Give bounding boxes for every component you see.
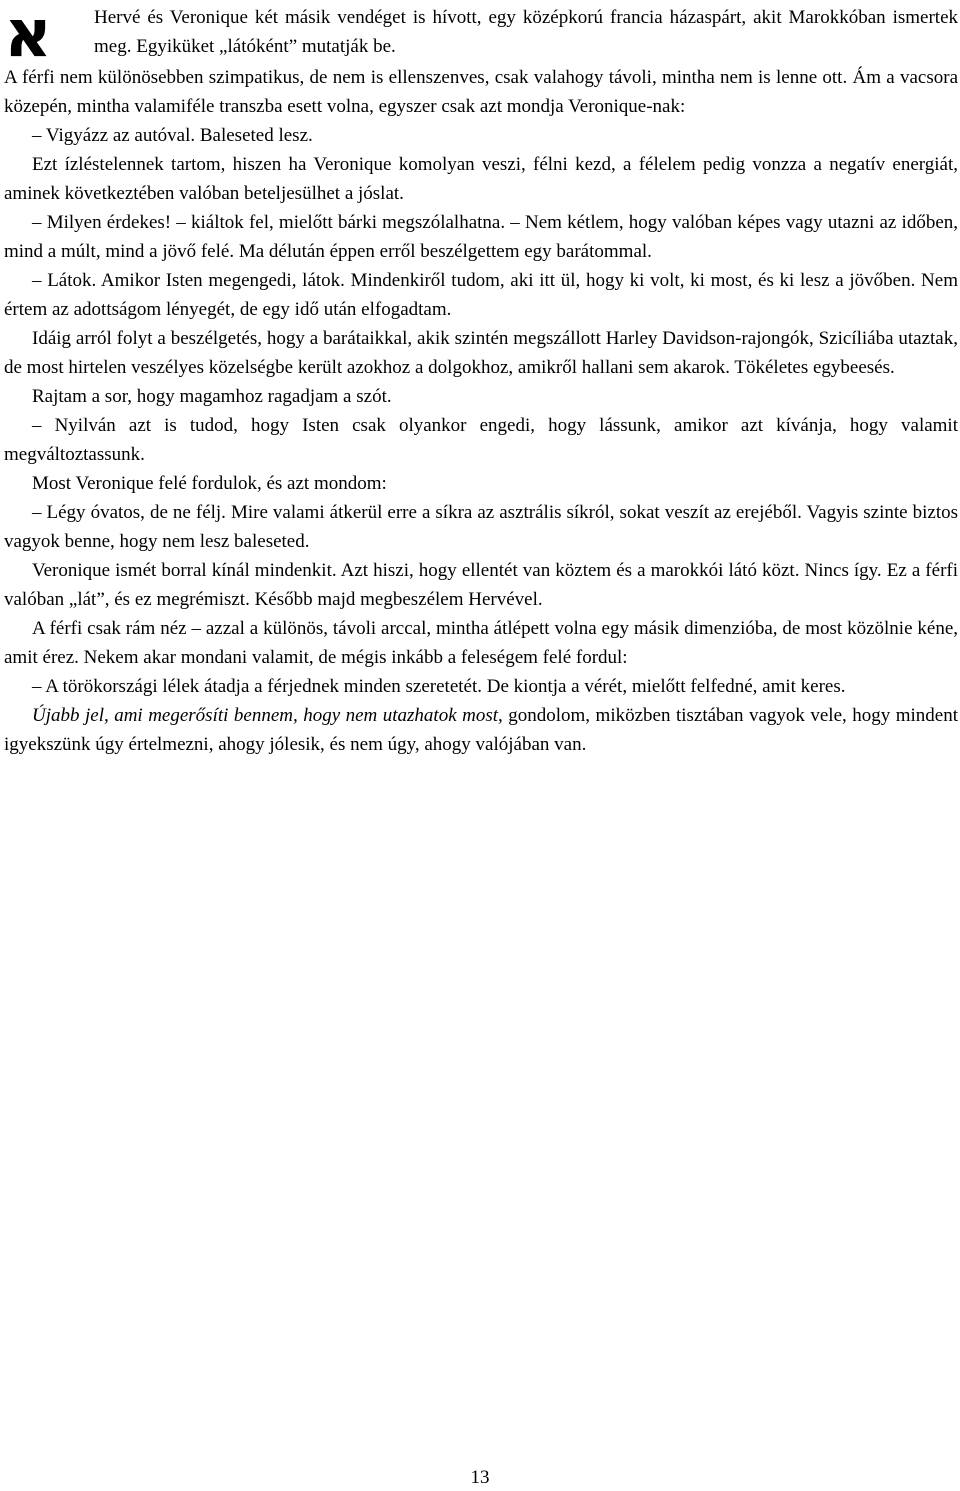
paragraph-1-text: Hervé és Veronique két másik vendéget is hívott, egy középkorú francia házaspárt, akit Marokkóban ismertek meg. Egyiküket „látóként” mutatják be. — [94, 7, 958, 57]
document-page — [4, 0, 958, 759]
paragraph-11: – Légy óvatos, de ne félj. Mire valami átkerül erre a síkra az asztrális síkról, sokat veszít az erejéből. Vagyis szinte biztos vagyok benne, hogy nem lesz baleseted. — [4, 502, 958, 552]
paragraph-7: Idáig arról folyt a beszélgetés, hogy a barátaikkal, akik szintén megszállott Harley Davidson-rajongók, Szicíliába utaztak, de most hirtelen veszélyes közelségbe került azokhoz a dolgokhoz, amikről hallani sem akarok. Tökéletes egybeesés. — [4, 328, 958, 378]
paragraph-5: – Milyen érdekes! – kiáltok fel, mielőtt bárki megszólalhatna. – Nem kétlem, hogy valóban képes vagy utazni az időben, mind a múlt, mind a jövő felé. Ma délután éppen erről beszélgettem egy barátommal. — [4, 212, 958, 262]
page-number: 13 — [470, 1467, 490, 1488]
paragraph-3: – Vigyázz az autóval. Baleseted lesz. — [32, 125, 313, 146]
paragraph-8: Rajtam a sor, hogy magamhoz ragadjam a szót. — [32, 386, 392, 407]
paragraph-2: A férfi nem különösebben szimpatikus, de nem is ellenszenves, csak valahogy távoli, mintha nem is lenne ott. Ám a vacsora közepén, mintha valamiféle transzba esett volna, egyszer csak azt mondja Veronique-nak: — [4, 67, 958, 117]
paragraph-15 — [4, 701, 958, 759]
paragraph-13: A férfi csak rám néz – azzal a különös, távoli arccal, mintha átlépett volna egy másik dimenzióba, de most közölnie kéne, amit érez. Nekem akar mondani valamit, de mégis inkább a feleségem felé fordul: — [4, 618, 958, 668]
paragraph-10: Most Veronique felé fordulok, és azt mondom: — [32, 473, 387, 494]
hebrew-aleph-initial: א — [4, 0, 53, 72]
paragraph-12: Veronique ismét borral kínál mindenkit. Azt hiszi, hogy ellentét van köztem és a marokkói látó közt. Nincs így. Ez a férfi valóban „lát”, és ez megrémiszt. Később majd megbeszélem Hervével. — [4, 560, 958, 610]
italic-thought: Újabb jel, ami megerősíti bennem, hogy nem utazhatok most, — [32, 705, 503, 726]
paragraph-9: – Nyilván azt is tudod, hogy Isten csak olyankor engedi, hogy lássunk, amikor azt kívánja, hogy valamit megváltoztassunk. — [4, 415, 958, 465]
paragraph-1 — [4, 0, 958, 72]
paragraph-15-text: gondolom, miközben tisztában vagyok vele, hogy mindent igyekszünk úgy értelmezni, ahogy jólesik, és nem úgy, ahogy valójában van. — [4, 705, 959, 755]
paragraph-6: – Látok. Amikor Isten megengedi, látok. Mindenkiről tudom, aki itt ül, hogy ki volt, ki most, és ki lesz a jövőben. Nem értem az adottságom lényegét, de egy idő után elfogadtam. — [4, 270, 958, 320]
paragraph-14: – A törökországi lélek átadja a férjednek minden szeretetét. De kiontja a vérét, mielőtt felfedné, amit keres. — [32, 676, 846, 697]
body-text — [4, 0, 958, 759]
paragraph-4: Ezt ízléstelennek tartom, hiszen ha Veronique komolyan veszi, félni kezd, a félelem pedig vonzza a negatív energiát, aminek következtében valóban beteljesülhet a jóslat. — [4, 154, 958, 204]
